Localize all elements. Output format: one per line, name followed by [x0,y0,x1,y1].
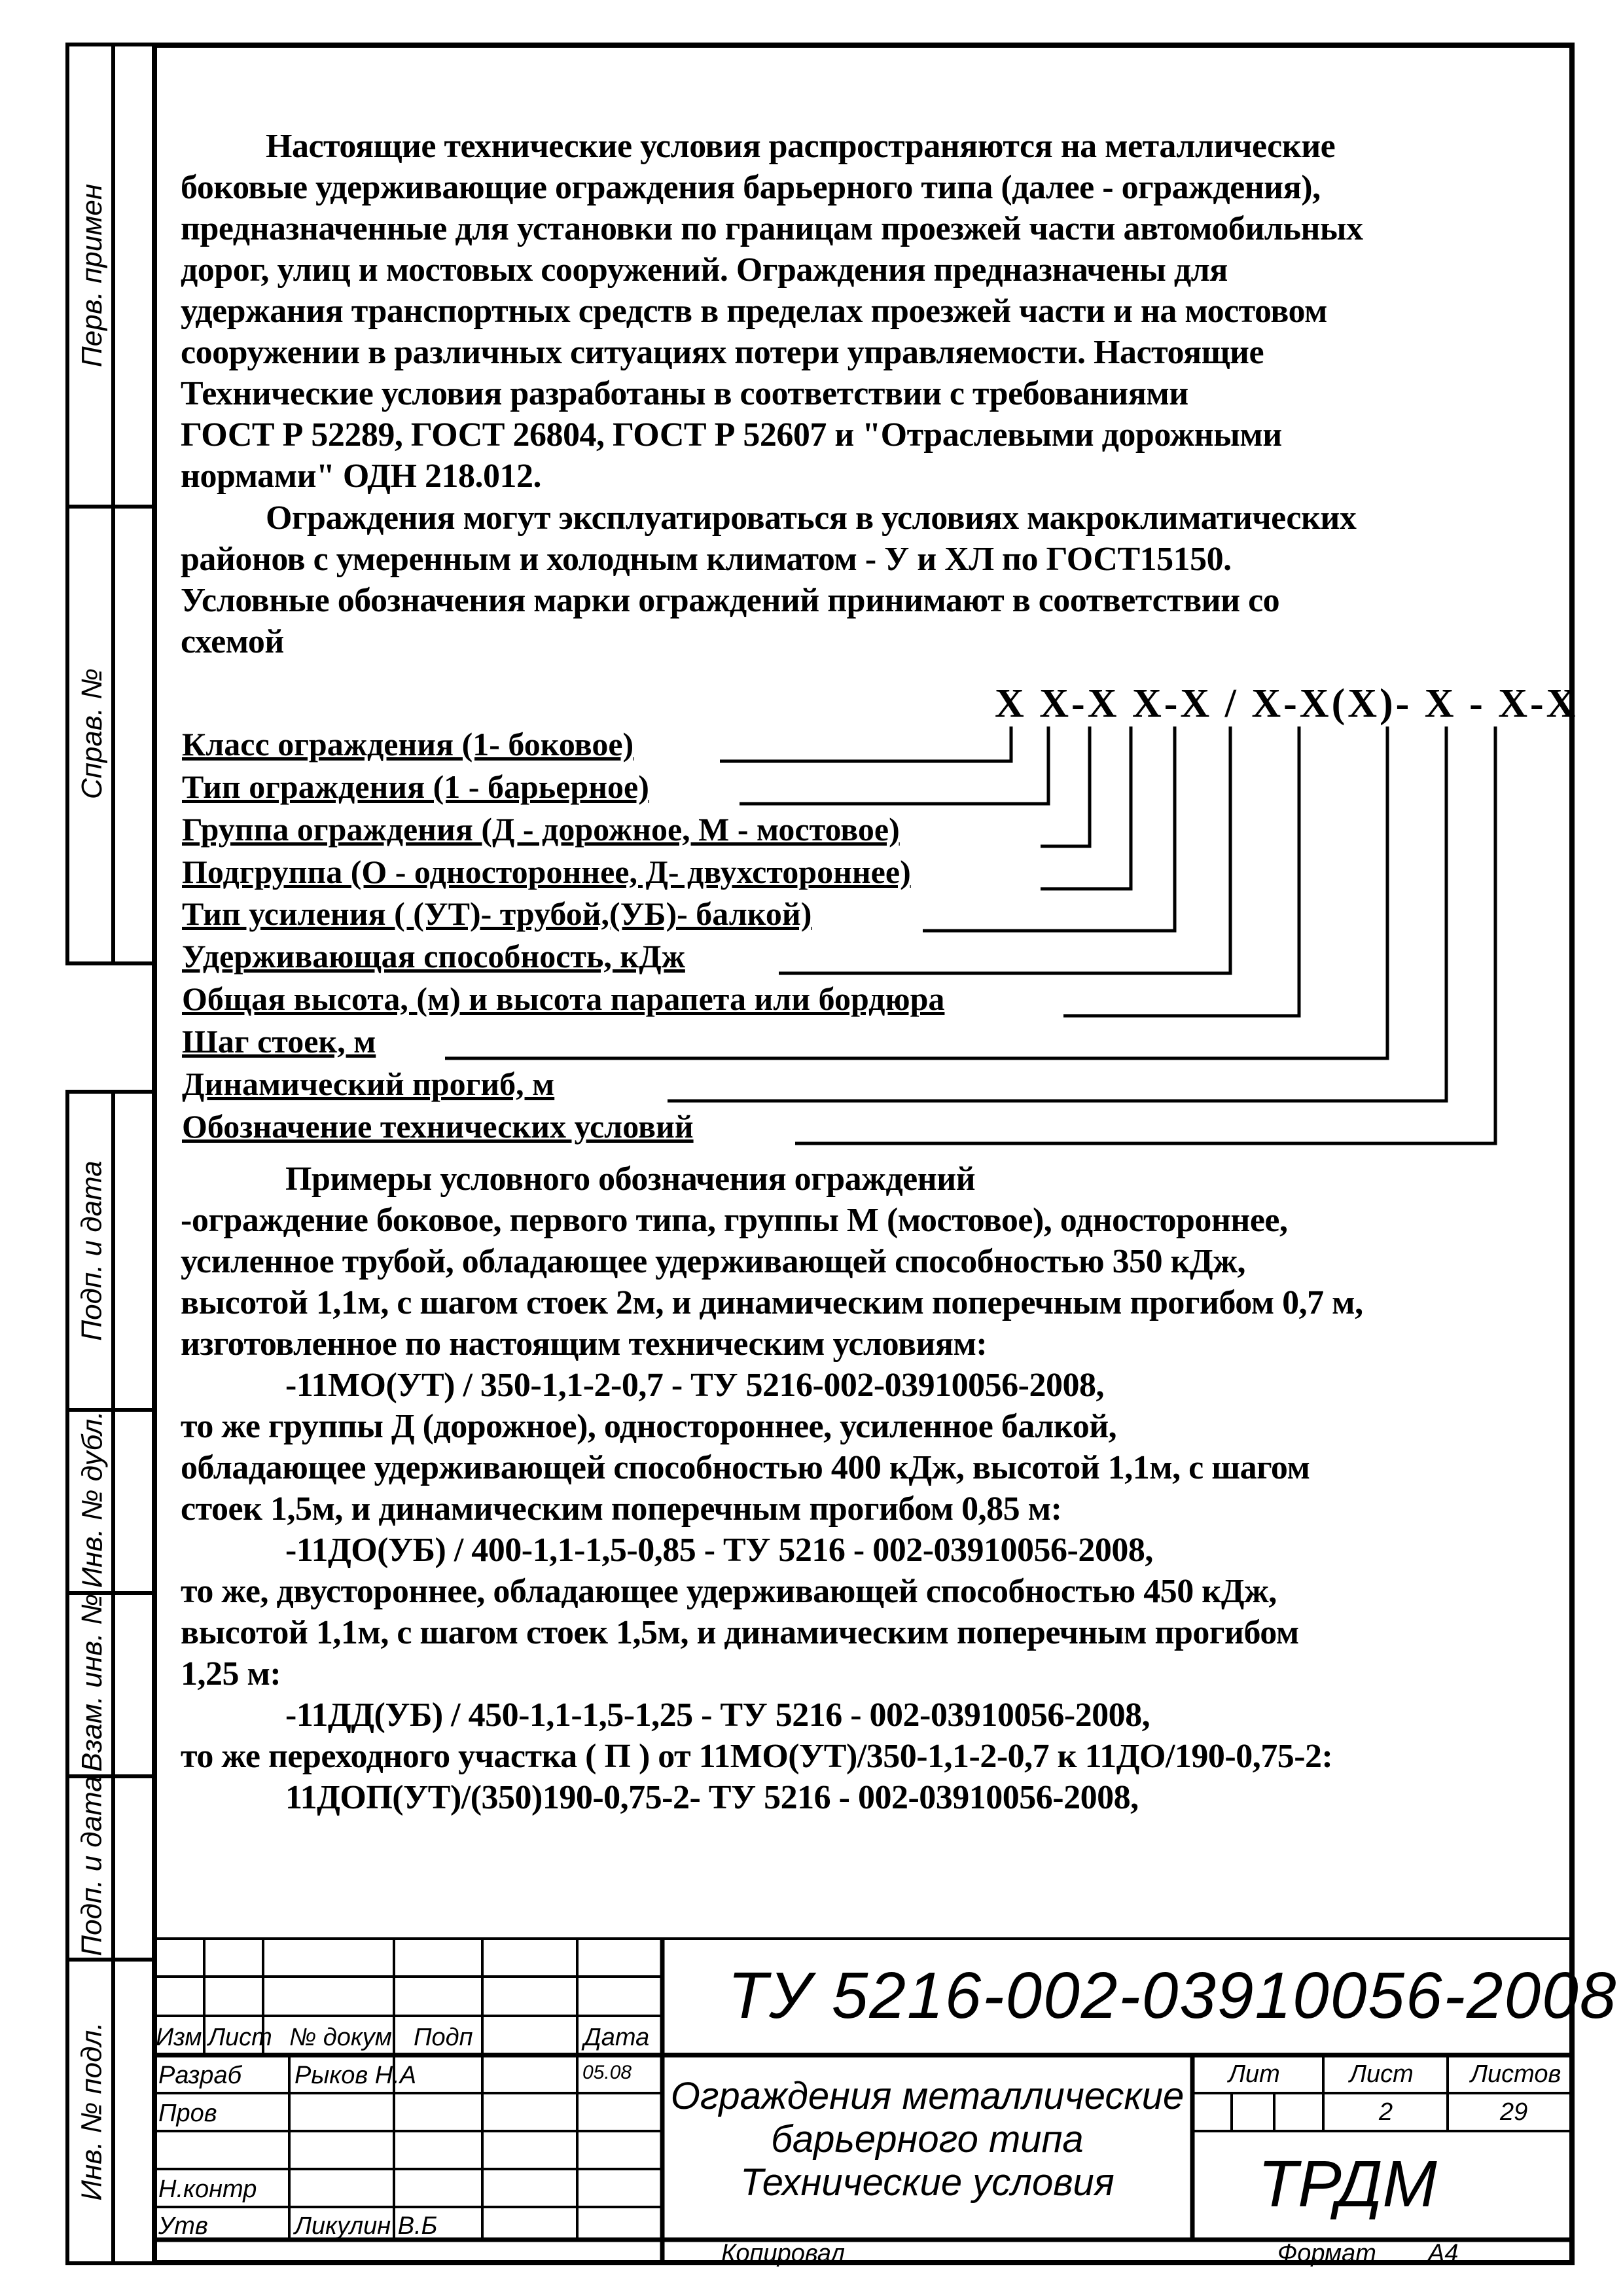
text-line: 1,25 м: [181,1655,281,1693]
col-header-list: Лист [208,2024,272,2051]
side-label-podp-data-2: Подп. и дата [76,1776,109,1956]
col-header-dokum: № докум [289,2024,392,2051]
text-line: Ограждения могут эксплуатироваться в условиях макроклиматических [266,499,1357,537]
text-line: схемой [181,623,284,660]
col-header-podp: Подп [414,2024,473,2051]
text-line: Настоящие технические условия распространяются на металлические [266,128,1336,165]
text-line: удержания транспортных средств в пределах проезжей части и на мостовом [181,293,1327,330]
side-label-podp-data-1: Подп. и дата [76,1160,109,1341]
text-line: сооружении в различных ситуациях потери управляемости. Настоящие [181,334,1264,371]
text-line: -11ДД(УБ) / 450-1,1-1,5-1,25 - ТУ 5216 - 002-03910056-2008, [285,1696,1150,1734]
text-line: боковые удерживающие ограждения барьерного типа (далее - ограждения), [181,169,1321,206]
role-nkontr: Н.контр [158,2176,257,2203]
scheme-row-deflection: Динамический прогиб, м [182,1066,555,1102]
role-prov: Пров [158,2100,217,2127]
scheme-row-post-spacing: Шаг стоек, м [182,1023,376,1060]
text-line: стоек 1,5м, и динамическим поперечным прогибом 0,85 м: [181,1490,1062,1528]
scheme-row-reinforcement: Тип усиления ( (УТ)- трубой,(УБ)- балкой) [182,895,812,932]
col-header-data: Дата [584,2024,650,2051]
role-utv: Утв [158,2212,208,2240]
side-label-inv-podl: Инв. № подл. [76,2022,108,2201]
text-line: Технические условия разработаны в соответствии с требованиями [181,375,1188,412]
text-line: ГОСТ Р 52289, ГОСТ 26804, ГОСТ Р 52607 и "Отраслевыми дорожными [181,416,1282,454]
scheme-row-height: Общая высота, (м) и высота парапета или бордюра [182,980,945,1017]
format-value: А4 [1428,2240,1459,2267]
format-label: Формат [1277,2240,1376,2267]
lit-label: Лит [1228,2060,1280,2088]
text-line: нормами" ОДН 218.012. [181,457,541,495]
document-code: ТУ 5216-002-03910056-2008 [728,1959,1618,2032]
text-line: обладающее удерживающей способностью 400 кДж, высотой 1,1м, с шагом [181,1449,1310,1486]
title-block [152,1937,1618,2267]
col-header-izm: Изм [156,2024,202,2051]
text-line: 11ДОП(УТ)/(350)190-0,75-2- ТУ 5216 - 002-03910056-2008, [285,1779,1139,1816]
title-line: барьерного типа [771,2118,1084,2161]
role-razrab: Разраб [158,2062,241,2089]
text-line: Условные обозначения марки ограждений принимают в соответствии со [181,582,1280,619]
text-line: высотой 1,1м, с шагом стоек 2м, и динамическим поперечным прогибом 0,7 м, [181,1284,1363,1321]
sheet-label: Лист [1349,2060,1414,2088]
examples [181,1158,1548,1818]
date-razrab: 05.08 [582,2062,632,2083]
scheme-row-subgroup: Подгруппа (О - одностороннее, Д- двухстороннее) [182,853,911,890]
scheme-code: X X-X X-X / X-X(X)- X - X-X [995,681,1578,726]
text-line: Примеры условного обозначения ограждений [285,1160,976,1198]
text-line: районов с умеренным и холодным климатом - У и ХЛ по ГОСТ15150. [181,541,1232,578]
name-razrab: Рыков Н.А [294,2062,417,2089]
scheme-row-group: Группа ограждения (Д - дорожное, М - мостовое) [182,811,900,848]
copied-label: Копировал [721,2240,845,2267]
text-line: предназначенные для установки по границам проезжей части автомобильных [181,210,1363,247]
side-label-vzam-inv: Взам. инв. № [76,1593,108,1772]
sheets-value: 29 [1500,2098,1528,2126]
text-line: -11ДО(УБ) / 400-1,1-1,5-0,85 - ТУ 5216 - 002-03910056-2008, [285,1532,1153,1569]
text-line: то же группы Д (дорожное), одностороннее, усиленное балкой, [181,1408,1117,1445]
scheme-row-spec: Обозначение технических условий [182,1108,694,1145]
sheet-value: 2 [1379,2098,1393,2126]
name-utv: Ликулин В.Б [294,2212,438,2240]
text-line: то же, двустороннее, обладающее удерживающей способностью 450 кДж, [181,1573,1277,1610]
side-label-inv-dubl: Инв. № дубл. [76,1410,109,1588]
side-label-perv-primen: Перв. примен [76,183,108,368]
scheme-row-capacity: Удерживающая способность, кДж [182,938,685,975]
text-line: высотой 1,1м, с шагом стоек 1,5м, и динамическим поперечным прогибом [181,1614,1299,1651]
text-line: усиленное трубой, обладающее удерживающей способностью 350 кДж, [181,1243,1246,1280]
text-line: то же переходного участка ( П ) от 11МО(УТ)/350-1,1-2-0,7 к 11ДО/190-0,75-2: [181,1738,1333,1775]
text-line: -11МО(УТ) / 350-1,1-2-0,7 - ТУ 5216-002-03910056-2008, [285,1367,1104,1404]
sheets-label: Листов [1471,2060,1561,2088]
title-line: Ограждения металлические [670,2075,1185,2117]
text-line: изготовленное по настоящим техническим условиям: [181,1325,988,1363]
text-line: -ограждение боковое, первого типа, группы М (мостовое), одностороннее, [181,1202,1288,1239]
scheme-row-type: Тип ограждения (1 - барьерное) [182,768,649,805]
scheme-row-class: Класс ограждения (1- боковое) [182,726,634,762]
organization: ТРДМ [1258,2147,1437,2221]
side-strip-bottom [65,1090,157,2265]
side-label-sprav: Справ. № [76,668,108,799]
document-title [662,2075,1192,2204]
text-line: дорог, улиц и мостовых сооружений. Ограждения предназначены для [181,251,1228,289]
title-line: Технические условия [740,2161,1115,2204]
